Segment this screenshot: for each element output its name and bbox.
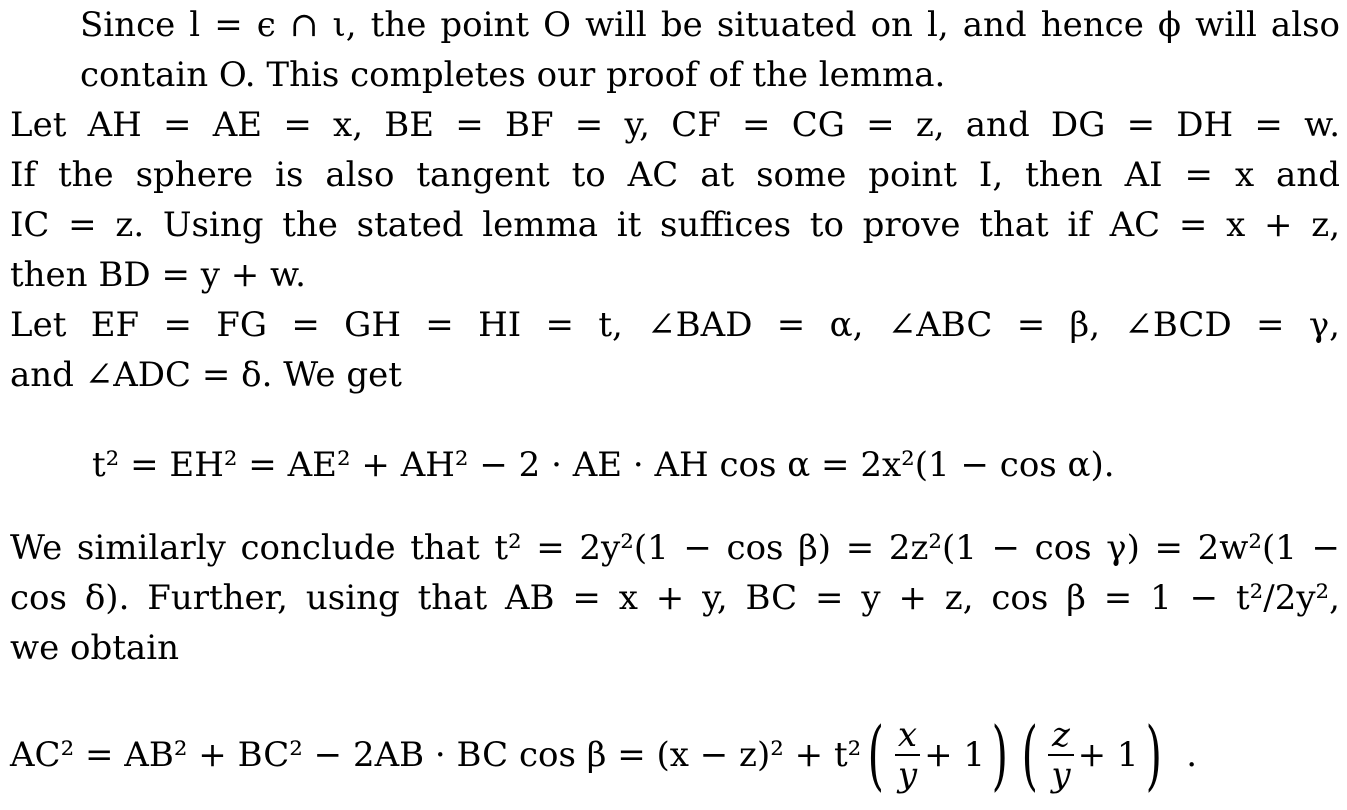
fraction-x-over-y	[895, 716, 920, 794]
fraction-numerator: z	[1052, 715, 1070, 755]
text-line: If the sphere is also tangent to AC at some point I, then AI = x and	[10, 155, 1340, 195]
text-line: then BD = y + w.	[10, 255, 306, 295]
plus-one: + 1	[1077, 735, 1139, 775]
fraction-denominator: y	[895, 754, 920, 794]
text-line: Let EF = FG = GH = HI = t, ∠BAD = α, ∠ABC = β, ∠BCD = γ,	[10, 305, 1340, 345]
text-line: we obtain	[10, 628, 179, 668]
display-equation-ac	[10, 700, 1340, 810]
right-paren: )	[1145, 710, 1162, 799]
display-equation: t² = EH² = AE² + AH² − 2 · AE · AH cos α = 2x²(1 − cos α).	[92, 445, 1115, 485]
right-paren: )	[991, 710, 1009, 799]
text-line: IC = z. Using the stated lemma it suffices to prove that if AC = x + z,	[10, 205, 1340, 245]
equation-lhs: AC² = AB² + BC² − 2AB · BC cos β = (x − z)² + t²	[10, 735, 862, 775]
text-line: Let AH = AE = x, BE = BF = y, CF = CG = z, and DG = DH = w.	[10, 105, 1340, 145]
left-paren: (	[867, 710, 885, 799]
left-paren: (	[1021, 710, 1038, 799]
text-line: cos δ). Further, using that AB = x + y, BC = y + z, cos β = 1 − t²/2y²,	[10, 578, 1340, 618]
text-line: contain O. This completes our proof of the lemma.	[80, 55, 946, 95]
text-line: We similarly conclude that t² = 2y²(1 − cos β) = 2z²(1 − cos γ) = 2w²(1 −	[10, 528, 1340, 568]
equation-end-period: .	[1186, 735, 1197, 775]
text-line: Since l = ϵ ∩ ι, the point O will be situated on l, and hence ϕ will also	[80, 5, 1340, 45]
plus-one: + 1	[924, 735, 986, 775]
fraction-z-over-y	[1048, 716, 1073, 794]
fraction-numerator: x	[897, 715, 918, 755]
text-line: and ∠ADC = δ. We get	[10, 355, 402, 395]
fraction-denominator: y	[1048, 754, 1073, 794]
